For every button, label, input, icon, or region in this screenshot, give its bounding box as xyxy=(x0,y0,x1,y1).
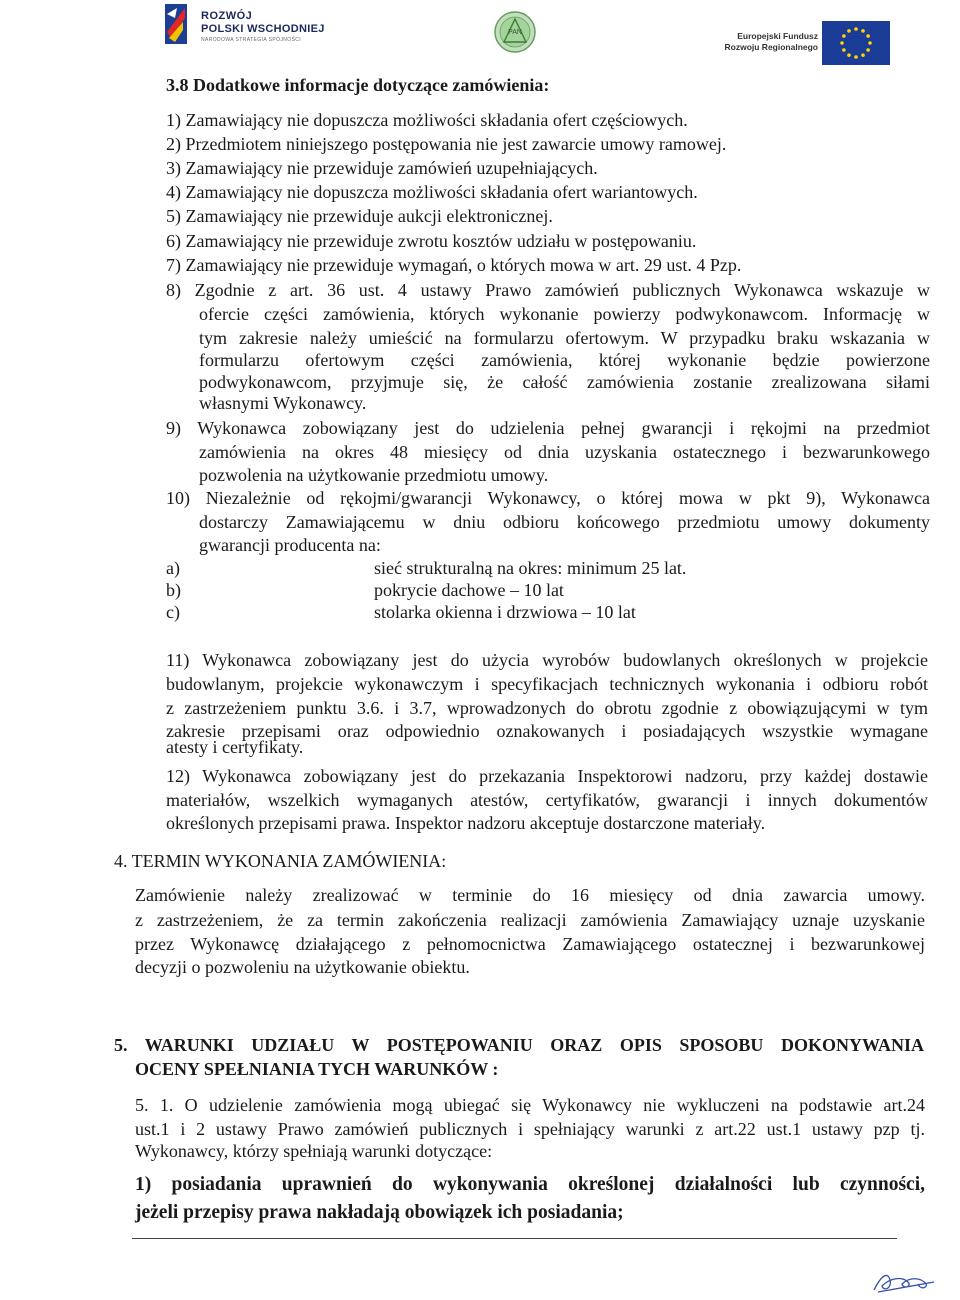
item-10-line-3: gwarancji producenta na: xyxy=(199,535,381,555)
item-10-line-2: dostarczy Zamawiającemu w dniu odbioru końcowego przedmiotu umowy dokumenty xyxy=(199,512,930,532)
logo-line-3: NARODOWA STRATEGIA SPÓJNOŚCI xyxy=(201,37,302,43)
eu-star-icon xyxy=(842,34,846,38)
rpw-flag-icon xyxy=(165,4,191,44)
item-8-line-5: podwykonawcom, przyjmuje się, że całość zamówienia zostanie zrealizowana siłami xyxy=(199,372,930,392)
item-3: 3) Zamawiający nie przewiduje zamówień uzupełniających. xyxy=(166,158,598,178)
item-9-line-3: pozwolenia na użytkowanie przedmiotu umowy. xyxy=(199,465,549,485)
eu-star-icon xyxy=(847,29,851,33)
eu-star-icon xyxy=(861,53,865,57)
item-8-line-3: tym zakresie należy umieścić na formularzu ofertowym. W przypadku braku wskazania w xyxy=(199,328,930,348)
item-11-line-3: z zastrzeżeniem punktu 3.6. i 3.7, wprowadzonych do obrotu zgodnie z obowiązującymi w tym xyxy=(166,698,928,718)
item-5: 5) Zamawiający nie przewiduje aukcji elektronicznej. xyxy=(166,206,553,226)
eu-star-icon xyxy=(866,34,870,38)
eu-star-icon xyxy=(868,41,872,45)
eu-fund-line-2: Rozwoju Regionalnego xyxy=(724,42,818,52)
sub-b-label: b) xyxy=(166,580,181,600)
item-7: 7) Zamawiający nie przewiduje wymagań, o których mowa w art. 29 ust. 4 Pzp. xyxy=(166,255,742,275)
item-11-line-2: budowlanym, projekcie wykonawczym i specyfikacjach technicznych wykonania i odbioru robót xyxy=(166,674,928,694)
item-9-line-1: 9) Wykonawca zobowiązany jest do udzielenia pełnej gwarancji i rękojmi na przedmiot xyxy=(166,418,930,438)
sub-a-text: sieć strukturalną na okres: minimum 25 lat. xyxy=(374,558,687,578)
section-4-line-4: decyzji o pozwoleniu na użytkowanie obiektu. xyxy=(135,957,470,977)
section-4-line-3: przez Wykonawcę działającego z pełnomocnictwa Zamawiającego ostatecznej i bezwarunkowej xyxy=(135,934,925,954)
sub-c-text: stolarka okienna i drzwiowa – 10 lat xyxy=(374,602,636,622)
item-9-line-2: zamówienia na okres 48 miesięcy od dnia uzyskania ostatecznego i bezwarunkowego xyxy=(199,442,930,462)
pan-seal-icon xyxy=(493,10,537,54)
logo-line-2: POLSKI WSCHODNIEJ xyxy=(201,23,325,35)
item-12-line-3: określonych przepisami prawa. Inspektor nadzoru akceptuje dostarczone materiały. xyxy=(166,813,766,833)
item-6: 6) Zamawiający nie przewiduje zwrotu kosztów udziału w postępowaniu. xyxy=(166,231,697,251)
item-12-line-1: 12) Wykonawca zobowiązany jest do przekazania Inspektorowi nadzoru, przy każdej dostawie xyxy=(166,766,928,786)
section-5-heading-line-1: 5. WARUNKI UDZIAŁU W POSTĘPOWANIU ORAZ OPIS SPOSOBU DOKONYWANIA xyxy=(114,1035,924,1055)
section-4-line-1: Zamówienie należy zrealizować w terminie do 16 miesięcy od dnia zawarcia umowy. xyxy=(135,885,925,905)
section-5-1-line-1: 5. 1. O udzielenie zamówienia mogą ubiegać się Wykonawcy nie wykluczeni na podstawie art.24 xyxy=(135,1095,925,1115)
section-3-8-heading: 3.8 Dodatkowe informacje dotyczące zamówienia: xyxy=(166,75,550,95)
condition-1-line-2: jeżeli przepisy prawa nakładają obowiązek ich posiadania; xyxy=(135,1202,624,1223)
item-11-line-1: 11) Wykonawca zobowiązany jest do użycia wyrobów budowlanych określonych w projekcie xyxy=(166,650,928,670)
eu-flag-icon xyxy=(822,21,890,65)
sub-b-text: pokrycie dachowe – 10 lat xyxy=(374,580,564,600)
eu-star-icon xyxy=(861,29,865,33)
item-11-line-5: atesty i certyfikaty. xyxy=(166,737,304,757)
section-5-1-line-2: ust.1 i 2 ustawy Prawo zamówień publicznych i spełniający warunki z art.22 ust.1 ustawy pzp tj. xyxy=(135,1119,925,1139)
item-10-line-1: 10) Niezależnie od rękojmi/gwarancji Wykonawcy, o której mowa w pkt 9), Wykonawca xyxy=(166,488,930,508)
item-1: 1) Zamawiający nie dopuszcza możliwości składania ofert częściowych. xyxy=(166,110,688,130)
seal-text: PAN xyxy=(508,29,522,36)
sub-c-label: c) xyxy=(166,602,180,622)
section-5-heading-line-2: OCENY SPEŁNIANIA TYCH WARUNKÓW : xyxy=(135,1059,499,1079)
footer-rule xyxy=(132,1238,897,1239)
sub-a-label: a) xyxy=(166,558,180,578)
eu-star-icon xyxy=(842,48,846,52)
item-8-line-1: 8) Zgodnie z art. 36 ust. 4 ustawy Prawo zamówień publicznych Wykonawca wskazuje w xyxy=(166,280,930,300)
section-4-line-2: z zastrzeżeniem, że za termin zakończenia realizacji zamówienia Zamawiający uznaje uzyskanie xyxy=(135,910,925,930)
logo-line-1: ROZWÓJ xyxy=(201,10,253,22)
item-4: 4) Zamawiający nie dopuszcza możliwości składania ofert wariantowych. xyxy=(166,182,698,202)
item-11-line-4: zakresie przepisami oraz odpowiednio oznakowanych i posiadających wszystkie wymagane xyxy=(166,721,928,741)
item-8-line-2: ofercie części zamówienia, których wykonanie powierzy podwykonawcom. Informację w xyxy=(199,304,930,324)
eu-star-icon xyxy=(866,48,870,52)
condition-1-line-1: 1) posiadania uprawnień do wykonywania określonej działalności lub czynności, xyxy=(135,1174,925,1195)
item-8-line-4: formularzu ofertowym części zamówienia, której wykonanie będzie powierzone xyxy=(199,350,930,370)
item-12-line-2: materiałów, wszelkich wymaganych atestów, certyfikatów, gwarancji i innych dokumentów xyxy=(166,790,928,810)
section-5-1-line-3: Wykonawcy, którzy spełniają warunki dotyczące: xyxy=(135,1141,493,1161)
eu-star-icon xyxy=(854,55,858,59)
signature-icon xyxy=(868,1268,940,1296)
eu-star-icon xyxy=(847,53,851,57)
section-4-heading: 4. TERMIN WYKONANIA ZAMÓWIENIA: xyxy=(114,851,447,871)
rozwoj-polski-wschodniej-logo xyxy=(165,4,345,48)
item-8-line-6: własnymi Wykonawcy. xyxy=(199,393,367,413)
eu-fund-line-1: Europejski Fundusz xyxy=(737,31,818,41)
eu-star-icon xyxy=(840,41,844,45)
eu-star-icon xyxy=(854,27,858,31)
item-2: 2) Przedmiotem niniejszego postępowania nie jest zawarcie umowy ramowej. xyxy=(166,134,727,154)
eu-fund-text xyxy=(690,31,818,53)
